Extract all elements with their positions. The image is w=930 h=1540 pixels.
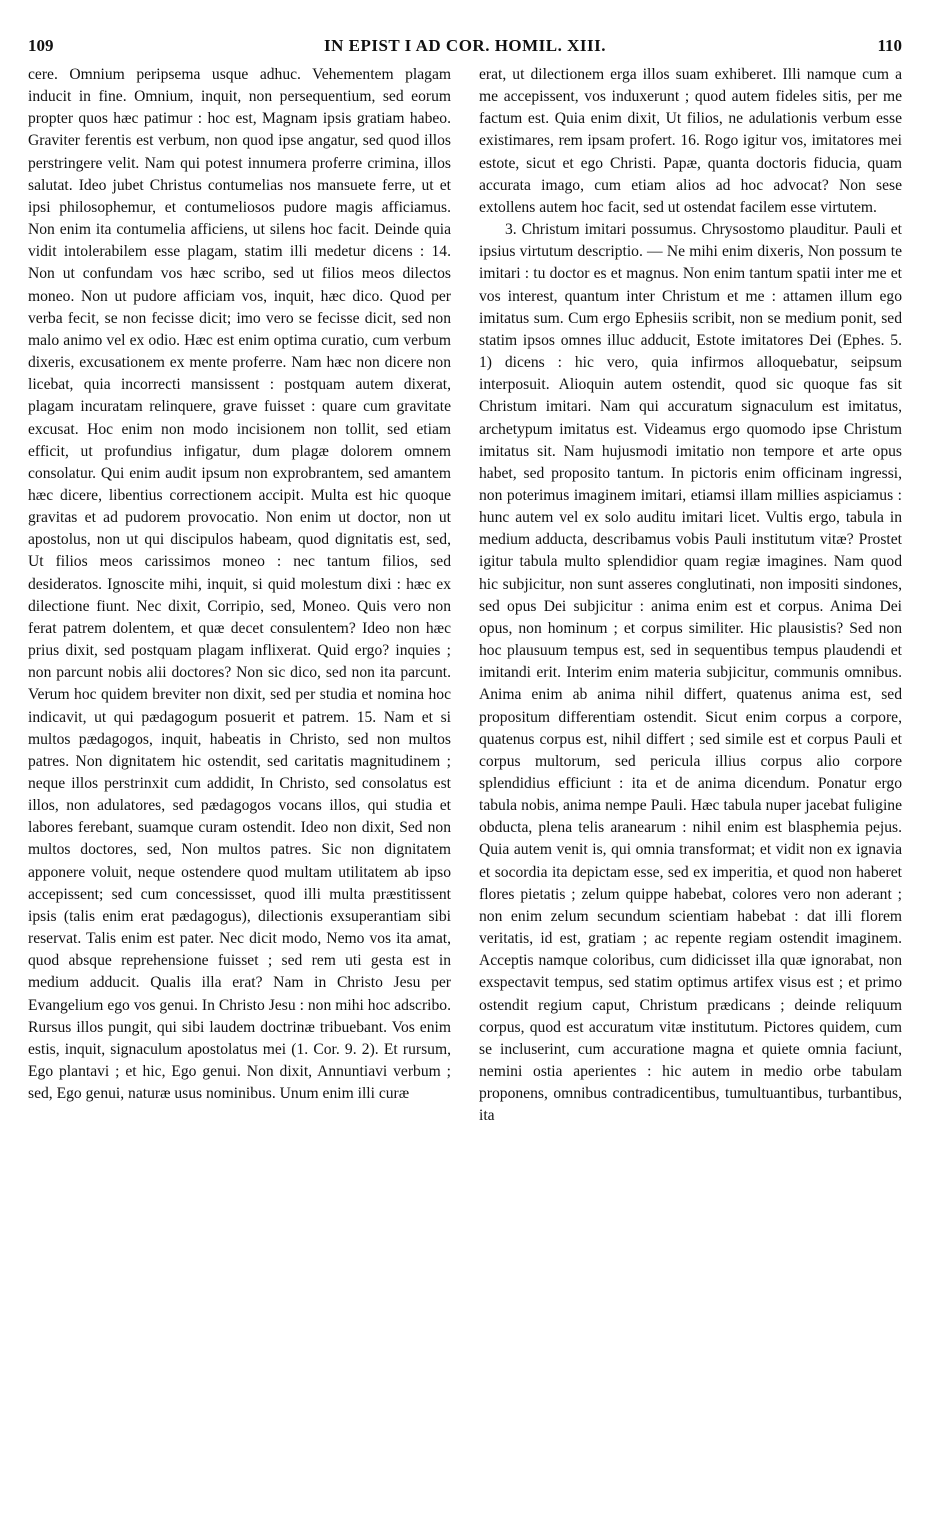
right-column <box>479 64 902 1530</box>
right-column-paragraph-2: 3. Christum imitari possumus. Chrysostomo plauditur. Pauli et ipsius virtutum descriptio. — Ne mihi enim dixeris, Non possum te imitari : tu doctor es et magnus. Non enim tantum spatii inter me et vos interest, quantum inter Christum et me : attamen illum ego imitatus sum. Cum ergo Ephesiis scribit, non se medium ponit, sed statim ipsos omnes illuc adducit, Estote imitatores Dei (Ephes. 5. 1) dicens : hic vero, quia infirmos alloquebatur, seipsum interposuit. Alioquin autem ostendit, quod sic quoque fas sit Christum imitari. Nam qui accuratum signaculum est imitatus, archetypum imitatus est. Videamus ergo quomodo ipse Christum imitatus sit. Nam hujusmodi imitatio non tempore et arte opus habet, sed proposito tantum. In pictoris enim officinam ingressi, non poterimus imaginem imitari, etiamsi illam millies aspiciamus : hunc autem vel ex solo auditu imitari licet. Vultis ergo, tabula in medium adducta, describamus vobis Pauli institutum vitæ? Prostet igitur tabula multo splendidior quam regiæ imagines. Nam quod hic subjicitur, non sunt asseres conglutinati, non impositi sindones, sed opus Dei subjicitur : anima enim est et corpus. Anima Dei opus, non hominum ; et corpus similiter. Hic plausistis? Sed non hoc plausuum tempus est, sed in sequentibus tempus plaudendi et imitandi erit. Interim enim materia subjicitur, communis omnibus. Anima enim ab anima nihil differt, quatenus anima est, sed propositum differentiam ostendit. Sicut enim corpus a corpore, quatenus corpus est, nihil differt ; sed simile est et corpus Pauli et corpus multorum, sed pericula illius corpus alio corpore splendidius efficiunt : ita et de anima dicendum. Ponatur ergo tabula nobis, anima nempe Pauli. Hæc tabula nuper jacebat fuligine obducta, plena telis aranearum : nihil enim est blasphemia pejus. Quia autem venit is, qui omnia transformat; et vidit non ex ignavia et socordia ita depictam esse, sed ex imperitia, et quod non haberet flores pietatis ; zelum quippe habebat, colores vero non aderant ; non enim zelum secundum scientiam habebat : dat illi florem veritatis, id est, gratiam ; ac repente regiam ostendit imaginem. Acceptis namque coloribus, cum didicisset illa quæ ignorabat, non exspectavit tempus, sed statim optimus artifex visus est ; et primo ostendit regium caput, Christum prædicans ; deinde reliquum corpus, quod est accuratum vitæ institutum. Pictores quidem, cum se incluserint, cum accuratione magna et quiete omnia faciunt, nemini ostia aperientes : hic autem in medio orbe tabulam proponens, omnibus contradicentibus, tumultuantibus, turbantibus, ita <box>479 221 902 1125</box>
page-number-right: 110 <box>877 36 902 55</box>
running-title: IN EPIST I AD COR. HOMIL. XIII. <box>323 36 607 55</box>
running-header <box>28 36 902 60</box>
left-column <box>28 64 451 1530</box>
left-column-text: cere. Omnium peripsema usque adhuc. Vehementem plagam inducit in fine. Omnium, inquit, non persequentium, sed eorum propter quos hæc patimur : hoc est, Magnam ipsis gratiam habeo. Graviter ferentis est verbum, non quod ipse angatur, sed quod illos perstringere velit. Nam qui potest innumera proferre crimina, illos salutat. Ideo jubet Christus contumelias nos mansuete ferre, ut et ipsi philosophemur, et contumeliosos pudore magis afficiamus. Non enim ita contumelia afficiens, ut silens hoc facit. Deinde quia vidit intolerabilem esse plagam, statim illi medetur dicens : 14. Non ut confundam vos hæc scribo, sed ut filios meos dilectos moneo. Non ut pudore afficiam vos, inquit, hæc dico. Quod per verba fecit, se non fecisse dicit; imo vero se fecisse dicit, sed non malo animo vel ex odio. Hæc est enim optima curatio, cum verbum dixeris, excusationem ex mente proferre. Nam hæc non dicere non licebat, quia incorrecti mansissent : postquam autem dixerat, plagam incuratam relinquere, grave fuisset : quare cum gravitate excusat. Hoc enim non modo incisionem non tollit, sed etiam efficit, ut profundius infigatur, dum plagæ dolorem omnem consolatur. Qui enim audit ipsum non exprobrantem, sed amantem hæc dicere, libentius correctionem accipit. Multa est hic quoque gravitas et ad pudorem provocatio. Non enim ut doctor, non ut apostolus, non ut qui discipulos habeam, quod dignitatis est, sed, Ut filios meos carissimos moneo : nec tantum filios, sed desideratos. Ignoscite mihi, inquit, si quid molestum dixi : hæc ex dilectione fiunt. Nec dixit, Corripio, sed, Moneo. Quis vero non ferat patrem dolentem, et quæ decet consulentem? Ideo non hæc prius dixit, sed postquam plagam inflixerat. Quid ergo? inquies ; non parcunt nobis alii doctores? Non sic dico, sed non ita parcunt. Verum hoc quidem breviter non dixit, sed per studia et nomina hoc indicavit, ut qui pædagogum posuerit et patrem. 15. Nam et si multos pædagogos, inquit, habeatis in Christo, sed non multos patres. Non dignitatem hic ostendit, sed caritatis magnitudinem ; neque illos perstrinxit cum addidit, In Christo, sed consolatus est illos, non adulatores, sed pædagogos vocans illos, qui studia et labores ferebant, suamque curam ostendit. Ideo non dixit, Sed non multos doctores, sed, Non multos patres. Sic non dignitatem apponere voluit, neque ostendere quod multam utilitatem ab ipso accepissent; sed cum concessisset, quod illi multa præstitissent ipsis (talis enim erat pædagogus), dilectionis exsuperantiam sibi reservat. Talis enim est pater. Nec dicit modo, Nemo vos ita amat, quod absque reprehensione fuisset ; sed rem uti gesta est in medium adducit. Qualis illa erat? Nam in Christo Jesu per Evangelium ego vos genui. In Christo Jesu : non mihi hoc adscribo. Rursus illos pungit, qui sibi laudem doctrinæ tribuebant. Vos enim estis, inquit, signaculum apostolatus mei (1. Cor. 9. 2). Et rursum, Ego plantavi ; et hic, Ego genui. Non dixit, Annuntiavi verbum ; sed, Ego genui, naturæ usus nominibus. Unum enim illi curæ <box>28 66 451 1103</box>
page-number-left: 109 <box>28 36 54 55</box>
right-column-paragraph-1: erat, ut dilectionem erga illos suam exhiberet. Illi namque cum a me accepissent, vos induxerunt ; quod autem fideles sitis, per me factum est. Quia enim dixit, Ut filios, ne adulationis verbum esse existimares, rem ipsam profert. 16. Rogo igitur vos, imitatores mei estote, sicut et ego Christi. Papæ, quanta doctoris fiducia, quam accurata imago, cum etiam alios ad hoc advocat? Non sese extollens autem hoc facit, sed ut ostendat facilem esse virtutem. <box>479 66 902 216</box>
